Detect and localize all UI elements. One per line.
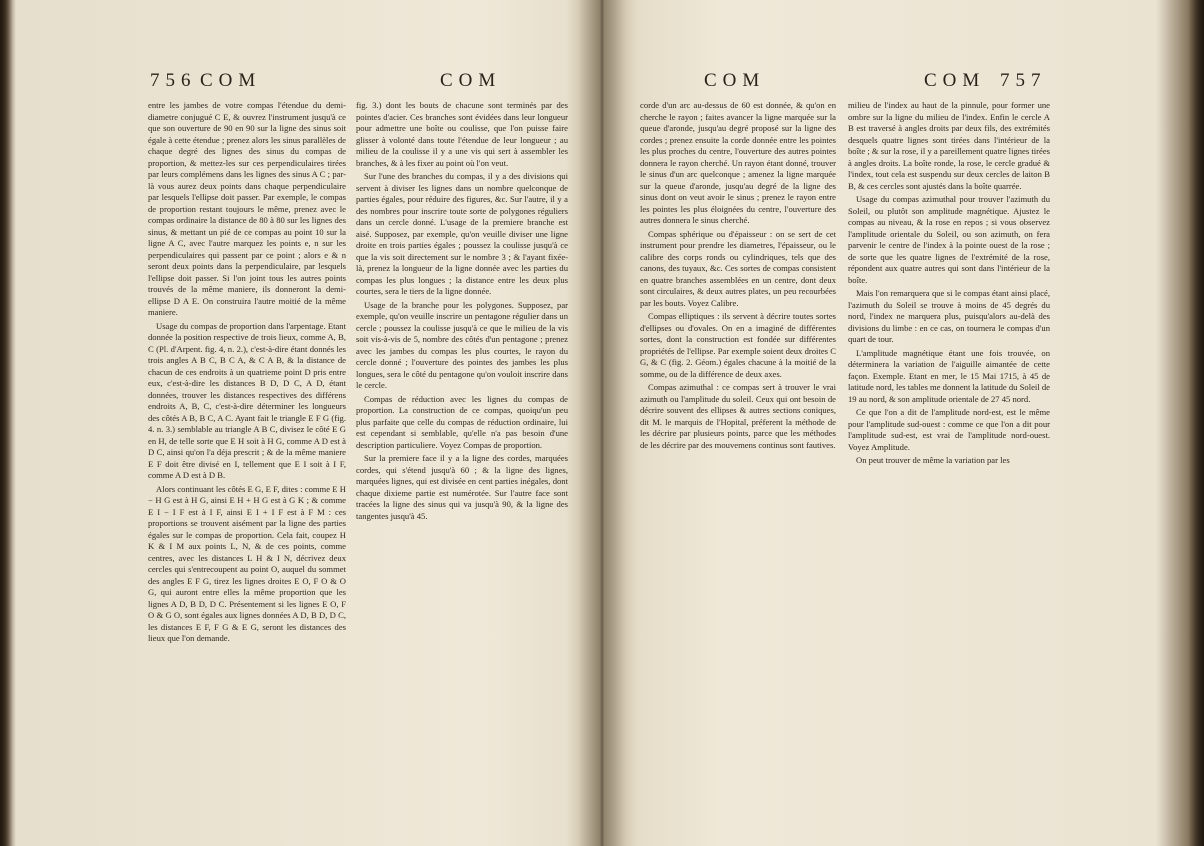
paragraph: Compas sphérique ou d'épaisseur : on se sert de cet instrument pour prendre les diametres, l'épaisseur, ou le calibre des corps ronds ou cylindriques, tels que des canons, des tuyaux, &c. Ces sortes de compas consistent en quatre branches assemblées en un centre, dont deux sont circulaires, & deux autres plates, un peu recourbées par les bouts. Voyez Calibre. xyxy=(640,228,836,308)
right-running-head-1: COM xyxy=(704,70,766,91)
paragraph: Sur la premiere face il y a la ligne des cordes, marquées cordes, qui s'étend jusqu'à 60 ; & la ligne des lignes, marquées lignes, qui est divisée en cent parties inégales, dont chaque dixieme partie est numérotée. Sur l'autre face sont tracées la ligne des sinus qui va jusqu'à 90, & la ligne des tangentes jusqu'à 45. xyxy=(356,453,568,521)
paragraph: Compas elliptiques : ils servent à décrire toutes sortes d'ellipses ou d'ovales. On en a imaginé de différentes sortes, dont la construction est fondée sur différentes propriétés de l'ellipse. Par exemple soient deux droites C G, & C (fig. 2. Géom.) égales chacune à la moitié de la somme, ou de la différence de deux axes. xyxy=(640,311,836,379)
paragraph: Usage du compas azimuthal pour trouver l'azimuth du Soleil, ou plutôt son amplitude magnétique. Ajustez le compas au niveau, & la rose en repos ; si vous observez l'amplitude orientale du Soleil, ou son azimuth, on fera parvenir le centre de l'index à la pointe ouest de la rose ; de sorte que les quatre lignes de l'extrémité de la rose, répondent aux quatre autres qui sont dans l'intérieur de la boîte. xyxy=(848,194,1050,285)
left-page-number: 756 xyxy=(150,70,197,91)
paragraph: fig. 3.) dont les bouts de chacune sont terminés par des pointes d'acier. Ces branches sont évidées dans leur longueur pour admettre une boîte ou coulisse, que l'on puisse faire glisser à volonté dans toute l'étendue de leur longueur ; au milieu de la coulisse il y a une vis qui sert à assembler les branches, & à les fixer au point où l'on veut. xyxy=(356,100,568,168)
left-page xyxy=(0,0,600,846)
paragraph: Compas de réduction avec les lignes du compas de proportion. La construction de ce compas, quoiqu'un peu plus parfaite que celle du compas de réduction ordinaire, lui est cependant si semblable, qu'elle n'a pas besoin d'une description particuliere. Voyez Compas de proportion. xyxy=(356,393,568,450)
paragraph: Sur l'une des branches du compas, il y a des divisions qui servent à diviser les lignes dans un nombre quelconque de parties égales, pour réduire des figures, &c. Sur l'autre, il y a des nombres pour inscrire toute sorte de polygones réguliers dans un cercle donné. L'usage de la premiere branche est aisé. Supposez, par exemple, qu'on veuille diviser une ligne droite en trois parties égales ; poussez la coulisse jusqu'à ce que la vis soit directement sur le nombre 3 ; & l'ayant fixée-là, prenez la longueur de la ligne donnée avec les parties du compas les plus longues ; la distance entre les deux plus courtes, sera le tiers de la ligne donnée. xyxy=(356,171,568,296)
paragraph: Compas azimuthal : ce compas sert à trouver le vrai azimuth ou l'amplitude du soleil. Ceux qui ont besoin de décrire souvent des ellipses & autres sections coniques, dit M. le marquis de l'Hopital, préferent la méthode de les décrire par plusieurs points, parce que les méthodes de les décrire par des mouvemens continus sont fautives. xyxy=(640,382,836,450)
paragraph: milieu de l'index au haut de la pinnule, pour former une ombre sur la ligne du milieu de l'index. Enfin le cercle A B est traversé à angles droits par deux fils, des extrémités desquels quatre lignes sont tirées dans l'intérieur de la boîte ; & sur la rose, il y a pareillement quatre lignes tirées à angles droits. La boîte ronde, la rose, le cercle gradué & l'index, tout cela est suspendu sur deux cercles de laiton B B, & ces cercles sont ajustés dans la boîte quarrée. xyxy=(848,100,1050,191)
right-column-2 xyxy=(848,100,1050,838)
right-running-head-2: COM xyxy=(924,70,986,91)
left-column-1 xyxy=(148,100,346,838)
paragraph: corde d'un arc au-dessus de 60 est donnée, & qu'on en cherche le rayon ; faites avancer la ligne marquée sur la queue d'aronde, jusqu'au degré proposé sur la ligne des cordes ; prenez ensuite la corde donnée entre les pointes les plus proches du centre, l'ouverture des autres pointes donnera le rayon cherché. Un rayon étant donné, trouver le sinus d'un arc quelconque ; amenez la ligne marquée sur la queue d'aronde, jusqu'au degré de la ligne des sinus dont on veut avoir le sinus ; prenez le rayon entre les pointes les plus éloignées du centre, l'ouverture des autres donnera le sinus cherché. xyxy=(640,100,836,225)
paragraph: On peut trouver de même la variation par les xyxy=(856,455,1010,465)
paragraph: Usage de la branche pour les polygones. Supposez, par exemple, qu'on veuille inscrire un pentagone régulier dans un cercle ; poussez la coulisse jusqu'à ce que le milieu de la vis soit vis-à-vis de 5, nombre des côtés d'un pentagone ; prenez avec les jambes du compas les plus courtes, le rayon du cercle donné ; l'ouverture des pointes des jambes les plus longues, sera le côté du pentagone qu'on vouloit inscrire dans le cercle. xyxy=(356,299,568,390)
right-page-number: 757 xyxy=(1000,70,1047,91)
left-running-head-2: COM xyxy=(440,70,502,91)
right-column-1 xyxy=(640,100,836,838)
paragraph: Usage du compas de proportion dans l'arpentage. Etant donnée la position respective de trois lieux, comme A, B, C (Pl. d'Arpent. fig. 4, n. 2.), c'est-à-dire étant donnés les trois angles A B C, B C A, & C A B, & la distance de chacun de ces endroits à un quatrieme point D pris entre eux, c'est-à-dire les distances B D, D C, A D, étant données, trouver les distances respectives des différens endroits A, B, C, c'est-à-dire déterminer les longueurs des côtés A B, B C, A C. Ayant fait le triangle E F G (fig. 4. n. 3.) semblable au triangle A B C, divisez le côté E G en H, de telle sorte que E H soit à H G, comme A D est à D C, ainsi qu'on l'a déja prescrit ; & de la même maniere E F doit être divisé en I, tellement que E I soit à I F, comme A D est à D B. xyxy=(148,320,346,480)
book-edge-right xyxy=(1188,0,1204,846)
paragraph: L'amplitude magnétique étant une fois trouvée, on déterminera la variation de l'aiguille aimantée de cette façon. Exemple. Etant en mer, le 15 Mai 1715, à 45 de latitude nord, les tables me donnent la latitude du Soleil de 19 au nord, & son amplitude orientale de 27 45 nord. xyxy=(848,347,1050,404)
paragraph: Ce que l'on a dit de l'amplitude nord-est, est le même pour l'amplitude sud-ouest : comme ce que l'on a dit pour l'amplitude sud-est, est vrai de l'amplitude nord-ouest. Voyez Amplitude. xyxy=(848,407,1050,452)
right-page xyxy=(604,0,1204,846)
paragraph: Mais l'on remarquera que si le compas étant ainsi placé, l'azimuth du Soleil se trouve à moins de 45 degrés du nord, l'index ne marquera plus, puisqu'alors au-delà des divisions du limbe : en ce cas, on tournera le compas d'un quart de tour. xyxy=(848,288,1050,344)
left-running-head-1: COM xyxy=(200,70,262,91)
left-column-2 xyxy=(356,100,568,838)
paragraph: Alors continuant les côtés E G, E F, dites : comme E H − H G est à H G, ainsi E H + H G est à G K ; & comme E I − I F est à I F, ainsi E I + I F est à F M : ces proportions se trouvent aisément par la ligne des parties égales sur le compas de proportion. Cela fait, coupez H K & I M aux points L, N, & de ces points, comme centres, avec les distances L H & I N, décrivez deux cercles qui s'entrecoupent au point O, auquel du sommet des angles E F G, tirez les lignes droites E O, F O & O G, qui auront entre elles la même proportion que les lignes A D, B D, D C. Présentement si les lignes E O, F O & G O, sont égales aux lignes données A D, B D, D C, les distances E F, F G & E G, seront les distances des lieux que l'on demande. xyxy=(148,483,346,643)
paragraph: entre les jambes de votre compas l'étendue du demi-diametre conjugué C E, & ouvrez l'instrument jusqu'à ce que son ouverture de 90 en 90 sur la ligne des sinus soit égale à cette étendue ; prenez alors les sinus parallèles de chaque degré des lignes des sinus du compas de proportion, & mettez-les sur ces perpendiculaires tirées par leurs complémens dans les lignes des sinus A C ; par-là vous aurez deux points dans chaque perpendiculaire par lesquels l'ellipse doit passer. Par exemple, le compas de proportion restant toujours le même, prenez avec le compas ordinaire la distance de 80 à 80 sur les lignes des sinus, & mettant un pié de ce compas au point 10 sur la ligne A C, avec l'autre marquez les points e, n sur les perpendiculaires qui passent par ce point ; alors e & n seront deux points dans la perpendiculaire, par lesquels l'ellipse doit passer. Si l'on joint tous les autres points trouvés de la même maniere, ils donneront la demi-ellipse D A E. On construira l'autre moitié de la même maniere. xyxy=(148,100,346,317)
